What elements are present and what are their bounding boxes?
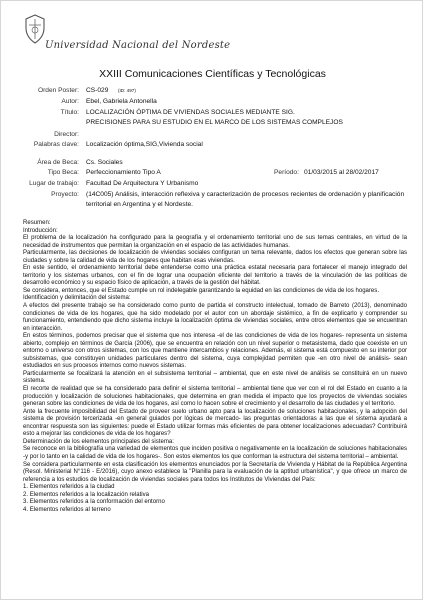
paragraph: A efectos del presente trabajo se ha considerado como punto de partida el constructo intelectual, tomado de Barreto (2013), denominado condiciones de vida de los hogares, que ha sido modelado por el autor con un abordaje sistémico, a fin de explicarlo y comprender su funcionamiento, entendiendo que dicho sistema incluye la localización óptima de viviendas sociales, entre otros elementos que se encuentran en interacción.: [23, 303, 407, 332]
periodo-label: Período:: [274, 169, 299, 176]
titulo-line1: LOCALIZACIÓN ÓPTIMA DE VIVIENDAS SOCIALES MEDIANTE SIG.: [86, 109, 295, 116]
intro-heading: Introducción:: [23, 227, 58, 234]
paragraph: El recorte de realidad que se ha considerado para definir el sistema territorial – ambiental tiene que ver con el rol del Estado en cuanto a la producción y localización de soluciones habitacionales, que determina en gran medida el impacto que los proyectos de viviendas sociales generan sobre las condiciones de vida de los hogares, así como lo hacen sobre el crecimiento y el desarrollo de las ciudades y el territorio.: [23, 386, 407, 408]
paragraph: El problema de la localización ha configurado para la geografía y el ordenamiento territorial uno de sus temas centrales, en virtud de la necesidad de instrumentos que permitan la organización en el espacio de las actividades humanas.: [23, 235, 407, 249]
palabras-label: Palabras clave:: [33, 141, 79, 148]
autor-value: Ebel, Gabriela Antonella: [86, 98, 157, 105]
paragraph: Particularmente, las decisiones de localización de viviendas sociales configuran un tema relevante, dados los efectos que generan sobre las ciudades y sobre la calidad de vida de los hogares que habitan esas viviendas.: [23, 250, 407, 264]
conference-title: XXIII Comunicaciones Científicas y Tecnológicas: [99, 68, 326, 80]
tipo-value: Perfeccionamiento Tipo A: [86, 169, 161, 176]
autor-label: Autor:: [61, 98, 79, 105]
paragraph: Se considera, entonces, que el Estado cumple un rol indelegable garantizando la equidad en las condiciones de vida de los hogares.: [23, 287, 380, 294]
university-logo: [23, 14, 231, 66]
paragraph: Se reconoce en la bibliografía una variedad de elementos que inciden positiva o negativamente en la localización de soluciones habitacionales -y por lo tanto en la calidad de vida de los hogares-. Son estos elementos los que conforman la estructura del sistema territorial – ambiental.: [23, 446, 407, 460]
university-crest-icon: [23, 14, 47, 44]
list-item: 1. Elementos referidos a la ciudad: [23, 484, 115, 491]
section-heading: Determinación de los elementos principales del sistema:: [23, 438, 174, 445]
orden-label: Orden Poster:: [37, 87, 79, 94]
palabras-value: Localización óptima,SIG,Vivienda social: [86, 141, 203, 148]
paragraph: Particularmente se focalizará la atención en el subsistema territorial – ambiental, que en este nivel de análisis se constituirá en un nuevo sistema.: [23, 370, 407, 385]
titulo-line2: PRECISIONES PARA SU ESTUDIO EN EL MARCO DE LOS SISTEMAS COMPLEJOS: [86, 119, 343, 126]
abstract-body: [23, 220, 407, 514]
director-label: Director:: [54, 131, 79, 138]
paragraph: Ante la frecuente imposibilidad del Estado de proveer suelo urbano apto para la localización de soluciones habitacionales, y la adopción del sistema de provisión tercerizada -en general guiados por lógicas de mercado- las preguntas orientadoras a las que el sistema ayudará a encontrar respuesta son las siguientes: puede el Estado utilizar formas más eficientes de para obtener localizaciones adecuadas? Contribuirá esto a mejorar las condiciones de vida de los hogares?: [23, 408, 407, 438]
section-heading: Identificación y delimitación del sistema:: [23, 295, 131, 302]
list-item: 2. Elementos referidos a la localización relativa: [23, 491, 150, 498]
periodo-value: 01/03/2015 al 28/02/2017: [304, 169, 379, 176]
university-name: Universidad Nacional del Nordeste: [45, 40, 231, 51]
orden-id: (ID: 497): [118, 88, 136, 93]
tipo-label: Tipo Beca:: [47, 169, 79, 176]
lugar-value: Facultad De Arquitectura Y Urbanismo: [86, 180, 199, 187]
proyecto-line1: (14C005) Análisis, interacción reflexiva y caracterización de procesos recientes de ordenación y planificación: [86, 191, 405, 198]
titulo-label: Título:: [60, 109, 79, 116]
area-label: Área de Beca:: [37, 159, 79, 166]
list-item: 3. Elementos referidos a la conformación del entorno: [23, 499, 165, 506]
paragraph: En estos términos, podemos precisar que el sistema que nos interesa -el de las condiciones de vida de los hogares- representa un sistema abierto, complejo en términos de García (2006), que se encuentra en relación con un nivel superior o metasistema, dado que coexiste en un entorno o universo con otros sistemas, con los que mantiene intercambios y relaciones. Además, el sistema está compuesto en su interior por subsistemas, que constituyen unidades particulares dentro del sistema, cuya complejidad permiten que -en otro nivel de análisis- sean estudiados en sus procesos internos como nuevos sistemas.: [23, 333, 407, 370]
paragraph: En este sentido, el ordenamiento territorial debe entenderse como una práctica estatal necesaria para fortalecer el manejo integrado del territorio y los sistemas urbanos, con el fin de lograr una ocupación eficiente del territorio a través de la vinculación de las políticas de desarrollo económico y su espacio físico de aplicación, a través de la gestión del hábitat.: [23, 265, 407, 287]
proyecto-line2: territorial en Argentina y el Nordeste.: [86, 201, 194, 208]
resumen-heading: Resumen:: [23, 220, 51, 226]
orden-value: CS-029: [86, 87, 109, 94]
list-item: 4. Elementos referidos al terreno: [23, 506, 111, 513]
area-value: Cs. Sociales: [86, 159, 123, 166]
lugar-label: Lugar de trabajo:: [29, 180, 79, 187]
proyecto-label: Proyecto:: [51, 191, 79, 198]
paragraph: Se considera particularmente en esta clasificación los elementos enunciados por la Secretaría de Vivienda y Hábitat de la República Argentina (Resol. Ministerial N°116 - E/2016), cuyo anexo establece la "Planilla para la evaluación de la aptitud urbanística", y que ofrece un marco de referencia a los estudios de localización de viviendas sociales para todos los Institutos de Viviendas del País:: [23, 461, 407, 483]
